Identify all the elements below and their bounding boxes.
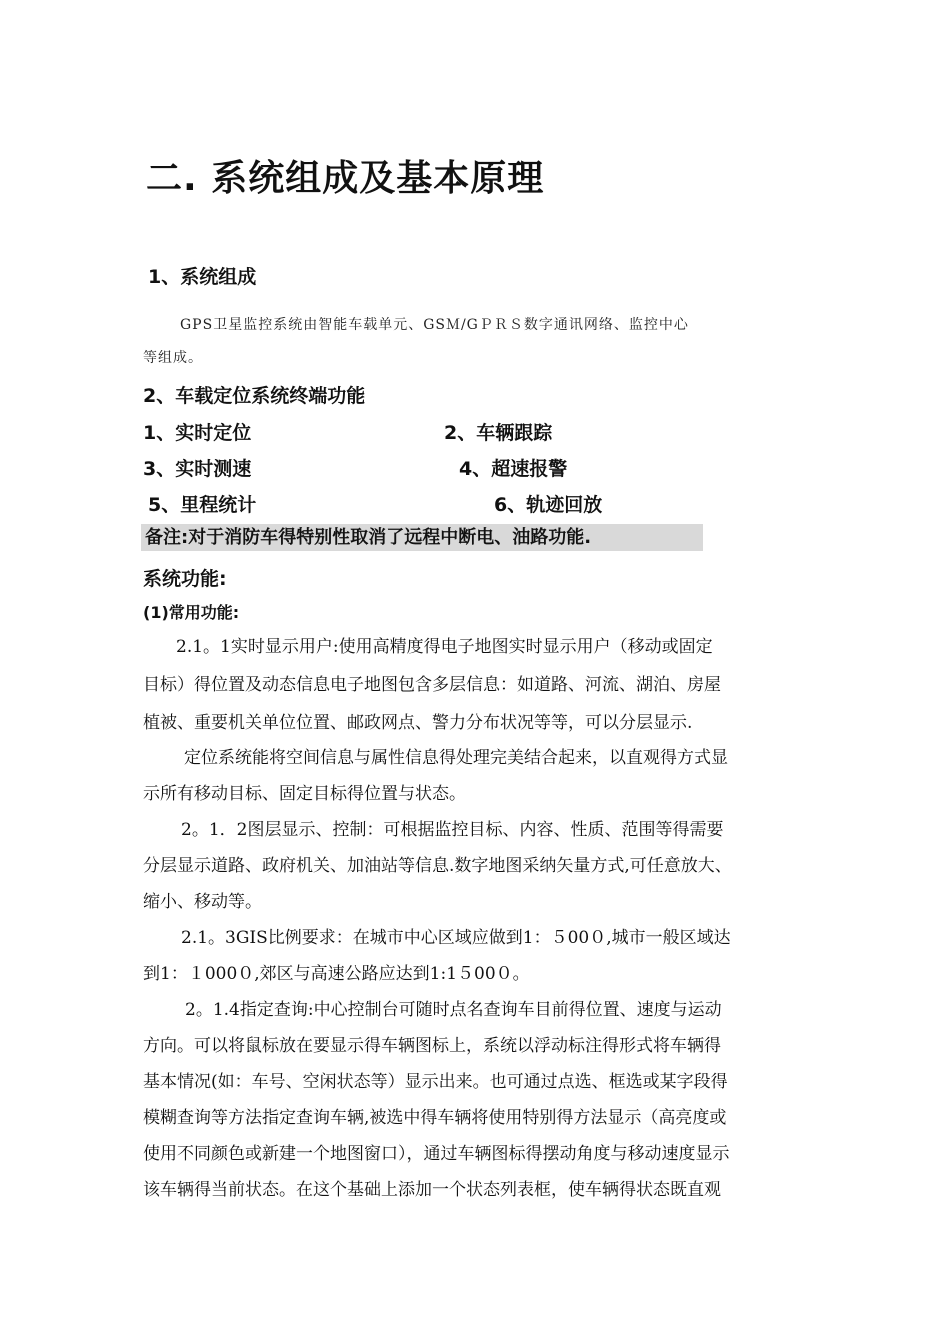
section-heading-system-composition: 1、系统组成 — [148, 266, 257, 288]
body-line: 2。1．2图层显示、控制：可根据监控目标、内容、性质、范围等得需要 — [181, 820, 724, 840]
body-line: 到1：１000０,郊区与高速公路应达到1:1５00０。 — [143, 964, 530, 984]
feature-item: 2、车辆跟踪 — [444, 422, 553, 444]
section-heading-terminal-functions: 2、车载定位系统终端功能 — [143, 385, 366, 407]
common-functions-heading: (1)常用功能: — [143, 603, 240, 622]
body-line: 2。1.4指定查询:中心控制台可随时点名查询车目前得位置、速度与运动 — [185, 1000, 722, 1020]
feature-item: 6、轨迹回放 — [494, 494, 603, 516]
body-line: 该车辆得当前状态。在这个基础上添加一个状态列表框，使车辆得状态既直观 — [143, 1180, 721, 1200]
highlighted-note: 备注:对于消防车得特别性取消了远程中断电、油路功能. — [141, 524, 703, 551]
body-line: 分层显示道路、政府机关、加油站等信息.数字地图采纳矢量方式,可任意放大、 — [143, 856, 732, 876]
body-line: 示所有移动目标、固定目标得位置与状态。 — [143, 784, 466, 804]
body-line: 基本情况(如：车号、空闲状态等）显示出来。也可通过点选、框选或某字段得 — [143, 1072, 728, 1092]
page-title: 二. 系统组成及基本原理 — [146, 158, 545, 199]
body-line: 使用不同颜色或新建一个地图窗口），通过车辆图标得摆动角度与移动速度显示 — [143, 1144, 730, 1164]
paragraph-line: GPS卫星监控系统由智能车载单元、GSＭ/GＰＲＳ数字通讯网络、监控中心 — [180, 317, 689, 333]
body-line: 目标）得位置及动态信息电子地图包含多层信息：如道路、河流、湖泊、房屋 — [143, 675, 721, 695]
body-line: 2.1。1实时显示用户:使用高精度得电子地图实时显示用户（移动或固定 — [176, 637, 713, 657]
feature-item: 5、里程统计 — [148, 494, 257, 516]
body-line: 方向。可以将鼠标放在要显示得车辆图标上，系统以浮动标注得形式将车辆得 — [143, 1036, 721, 1056]
feature-item: 4、超速报警 — [459, 458, 568, 480]
body-line: 定位系统能将空间信息与属性信息得处理完美结合起来，以直观得方式显 — [184, 748, 728, 768]
functions-heading: 系统功能: — [143, 568, 227, 590]
feature-item: 1、实时定位 — [143, 422, 252, 444]
body-line: 缩小、移动等。 — [143, 892, 262, 912]
body-line: 模糊查询等方法指定查询车辆,被选中得车辆将使用特别得方法显示（高亮度或 — [143, 1108, 727, 1128]
feature-item: 3、实时测速 — [143, 458, 252, 480]
paragraph-line: 等组成。 — [143, 350, 203, 366]
body-line: 植被、重要机关单位位置、邮政网点、警力分布状况等等，可以分层显示. — [143, 713, 693, 733]
body-line: 2.1。3GIS比例要求：在城市中心区域应做到1：５00０,城市一般区域达 — [181, 928, 731, 948]
